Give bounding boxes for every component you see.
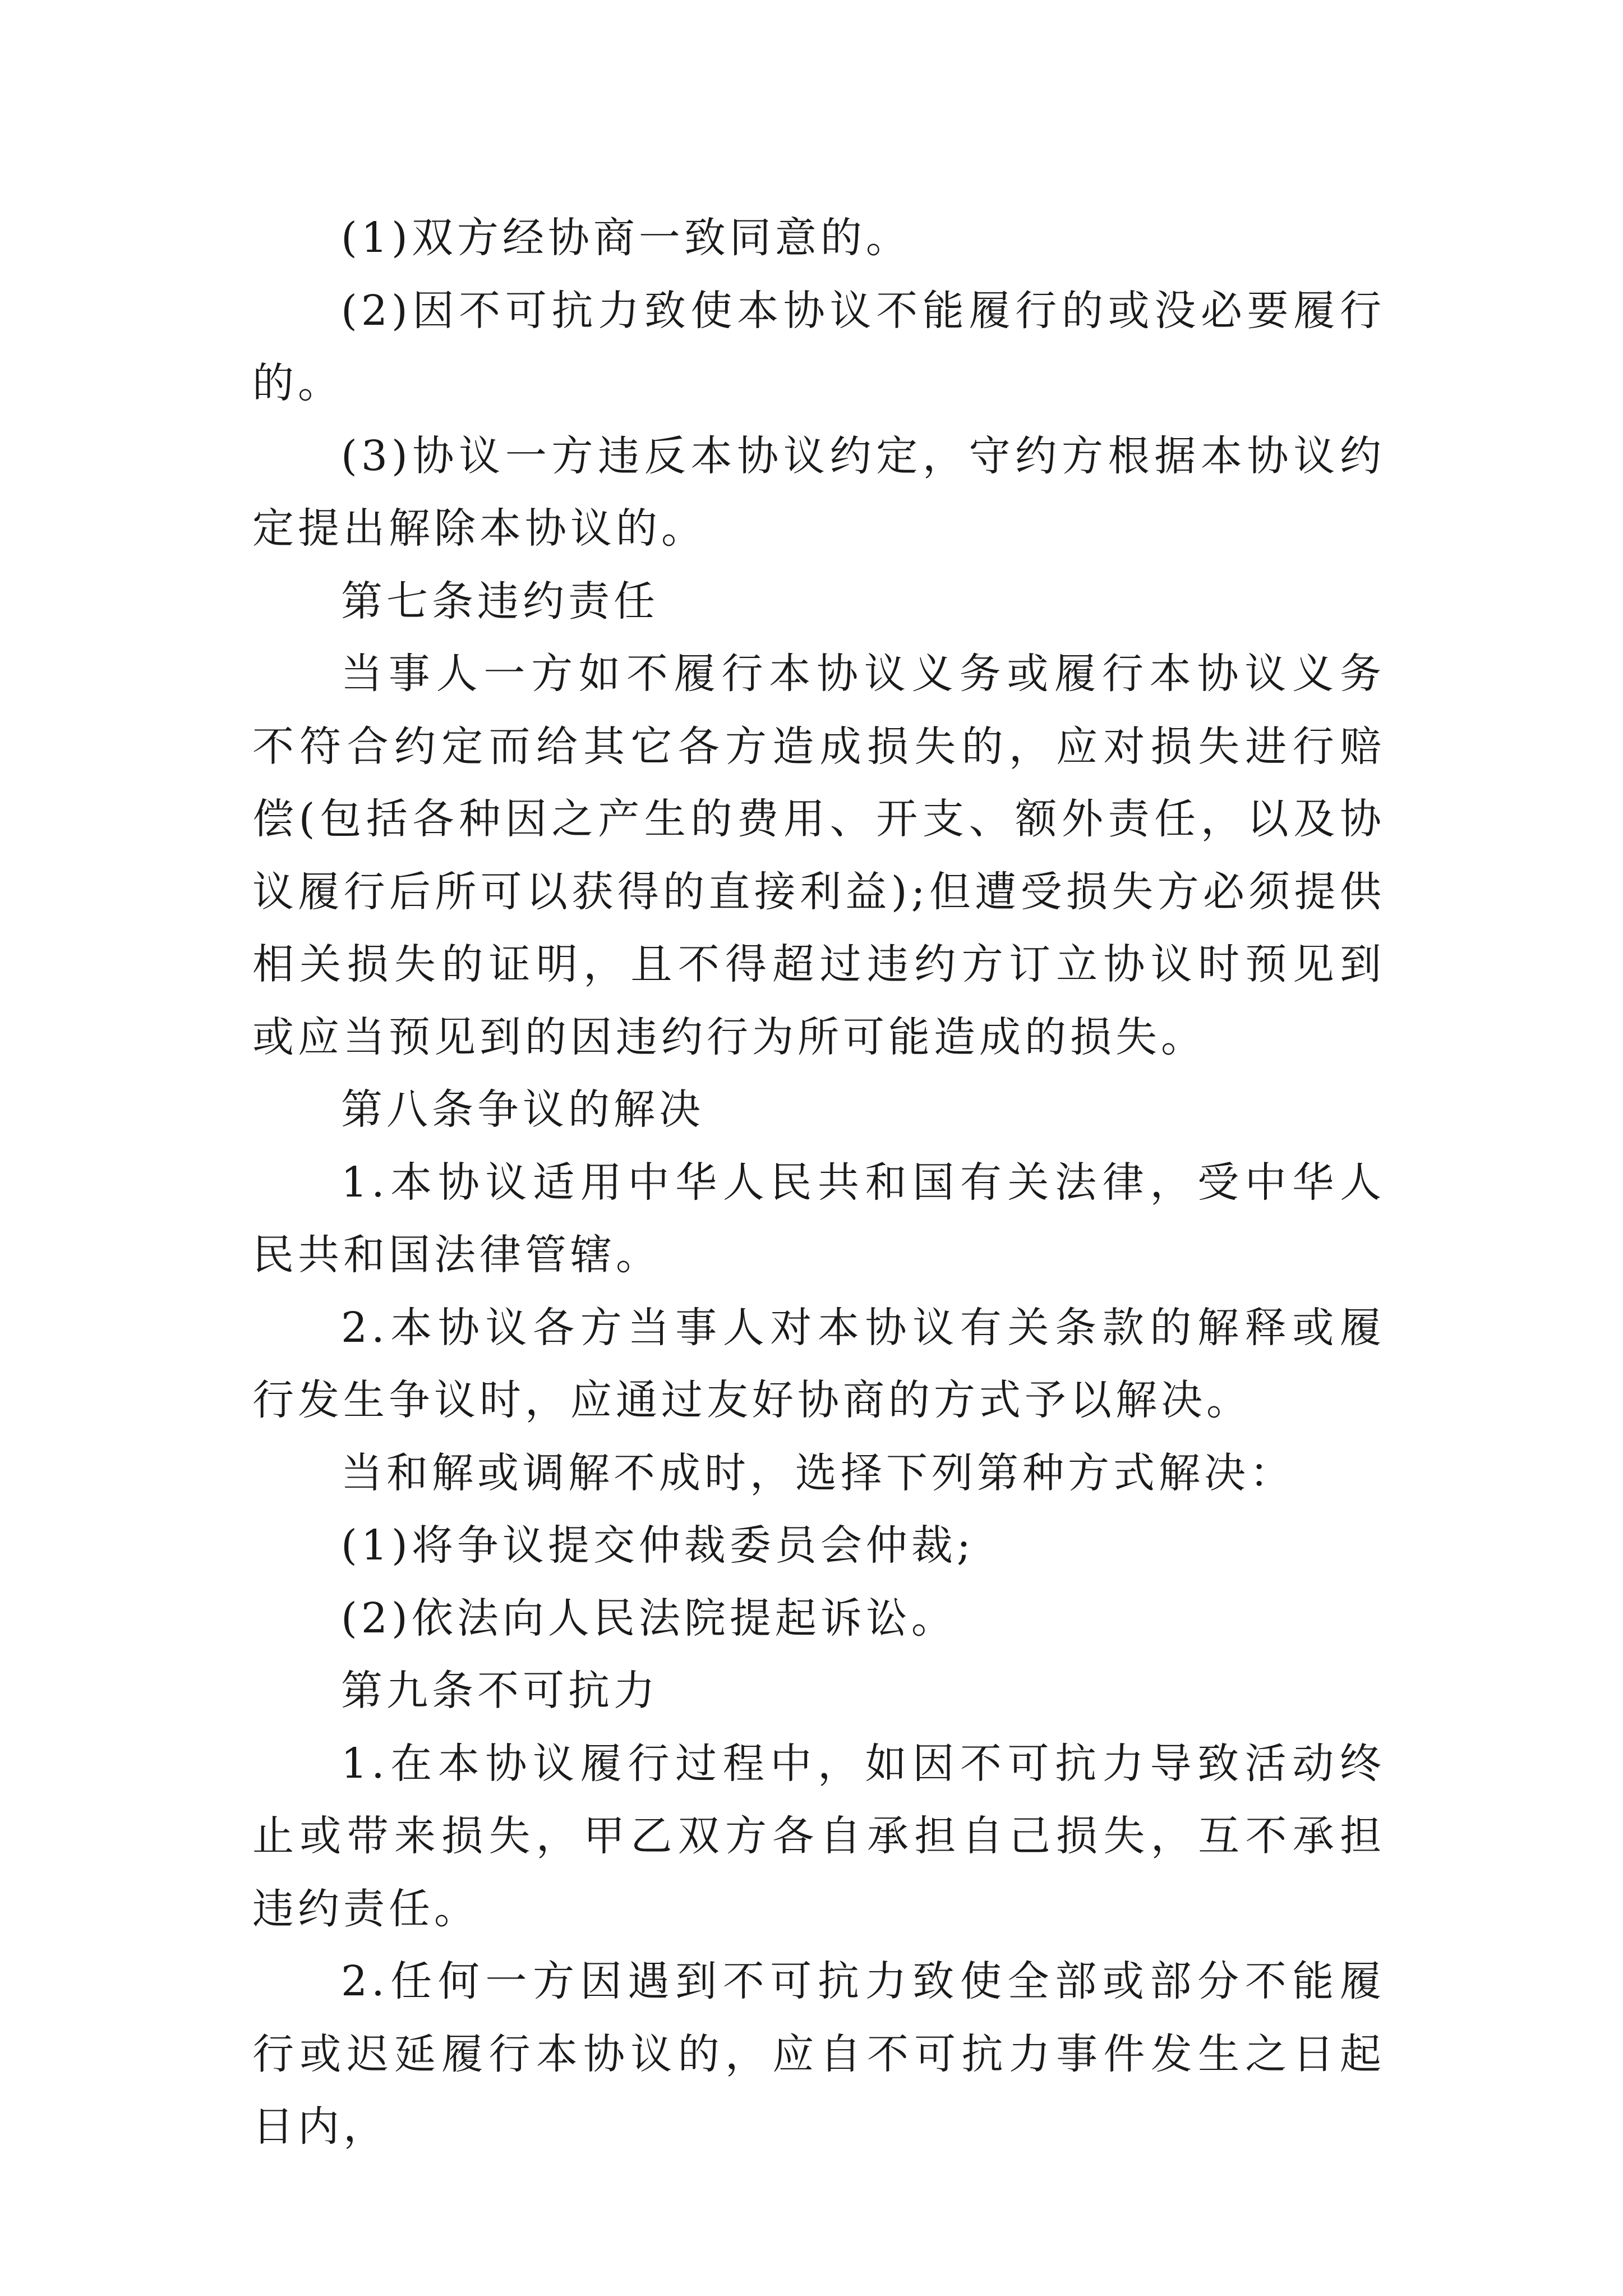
clause-paragraph: (1)双方经协商一致同意的。 xyxy=(341,214,911,262)
clause-paragraph: 2.任何一方因遇到不可抗力致使全部或部分不能履行或迟延履行本协议的，应自不可抗力事件发生之日起日内， xyxy=(252,1957,1385,2151)
clause-paragraph: 1.在本协议履行过程中，如因不可抗力导致活动终止或带来损失，甲乙双方各自承担自己损失，互不承担违约责任。 xyxy=(252,1739,1385,1933)
clause-paragraph: 当事人一方如不履行本协议义务或履行本协议义务不符合约定而给其它各方造成损失的，应对损失进行赔偿(包括各种因之产生的费用、开支、额外责任，以及协议履行后所可以获得的直接利益);但遭受损失方必须提供相关损失的证明，且不得超过违约方订立协议时预见到或应当预见到的因违约行为所可能造成的损失。 xyxy=(252,650,1385,1061)
clause-paragraph: 1.本协议适用中华人民共和国有关法律，受中华人民共和国法律管辖。 xyxy=(252,1158,1385,1279)
clause-paragraph: (3)协议一方违反本协议约定，守约方根据本协议约定提出解除本协议的。 xyxy=(252,431,1385,553)
clause-paragraph: 当和解或调解不成时，选择下列第种方式解决： xyxy=(341,1448,1295,1497)
section-heading: 第七条违约责任 xyxy=(341,577,659,625)
clause-paragraph: (2)依法向人民法院提起诉讼。 xyxy=(341,1594,957,1642)
clause-paragraph: (2)因不可抗力致使本协议不能履行的或没必要履行的。 xyxy=(252,286,1385,407)
section-heading: 第八条争议的解决 xyxy=(341,1085,704,1134)
document-body xyxy=(252,202,1385,2164)
clause-paragraph: (1)将争议提交仲裁委员会仲裁; xyxy=(341,1521,975,1570)
section-heading: 第九条不可抗力 xyxy=(341,1667,659,1715)
clause-paragraph: 2.本协议各方当事人对本协议有关条款的解释或履行发生争议时，应通过友好协商的方式予以解决。 xyxy=(252,1303,1385,1424)
